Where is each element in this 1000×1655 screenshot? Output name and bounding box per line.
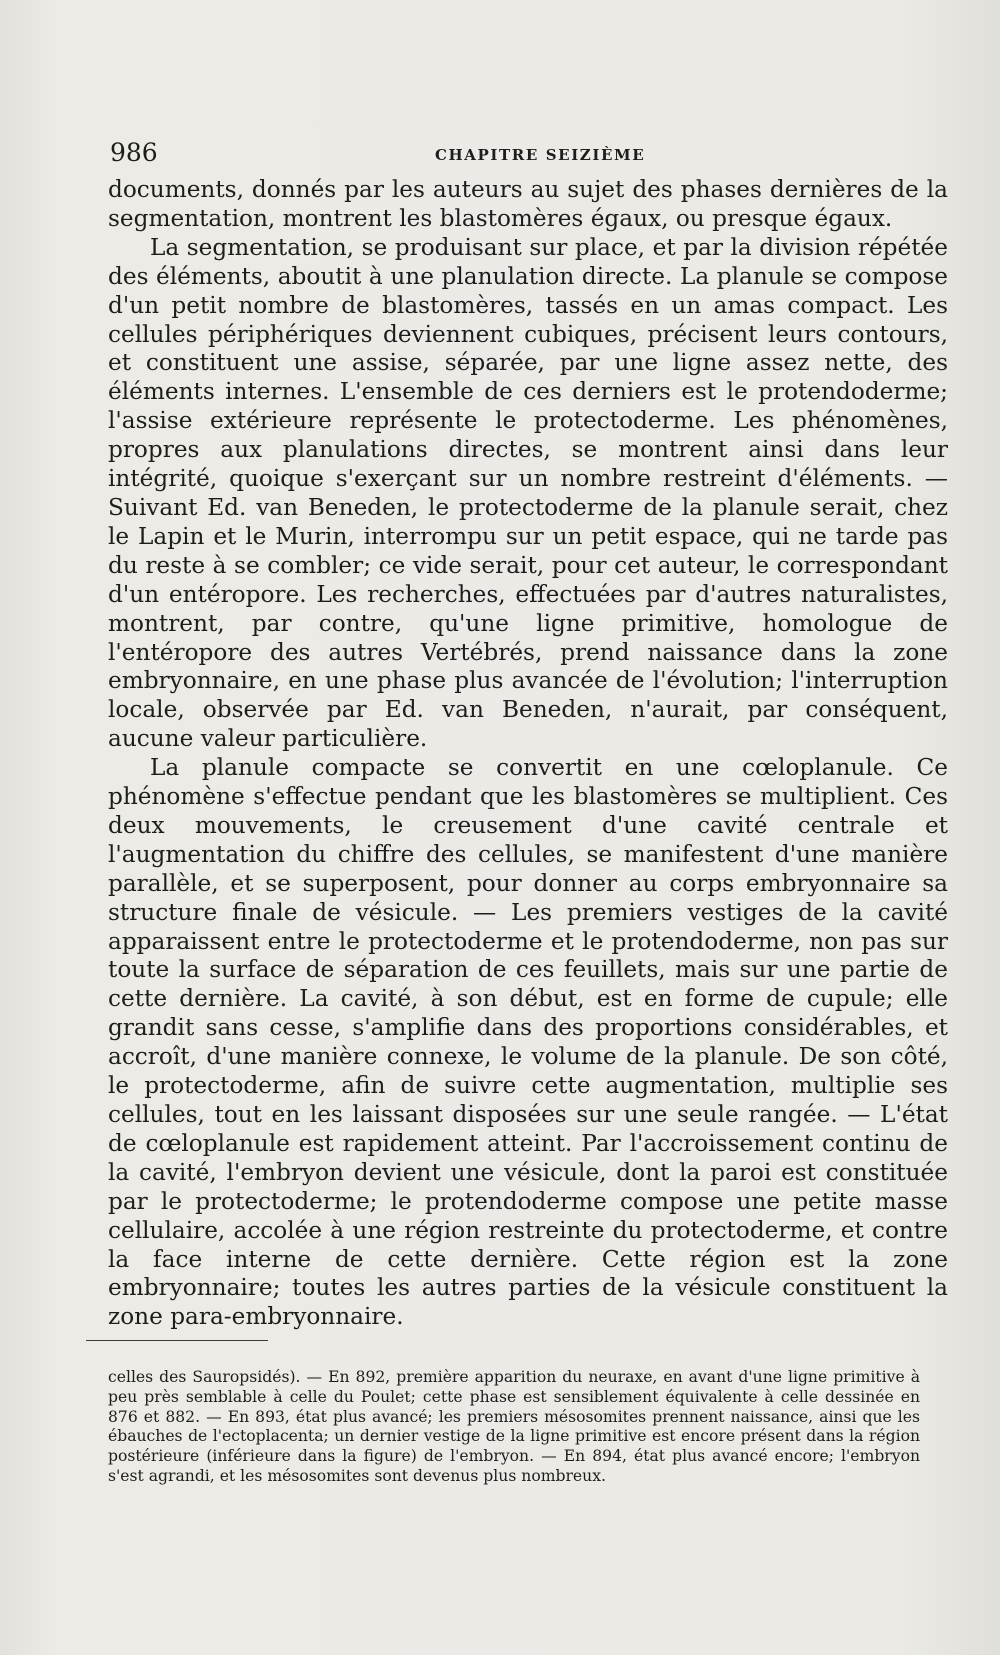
footnote (108, 1368, 920, 1487)
page-header (110, 138, 945, 172)
paragraph: La segmentation, se produisant sur place, et par la division répétée des éléments, aboutit à une planulation directe. La planule se compose d'un petit nombre de blastomères, tassés en un amas compact. Les cellules périphériques deviennent cubiques, précisent leurs contours, et constituent une assise, séparée, par une ligne assez nette, des éléments internes. L'ensemble de ces derniers est le protendoderme; l'assise extérieure représente le protectoderme. Les phénomènes, propres aux planulations directes, se montrent ainsi dans leur intégrité, quoique s'exerçant sur un nombre restreint d'éléments. — Suivant Ed. van Beneden, le protectoderme de la planule serait, chez le Lapin et le Murin, interrompu sur un petit espace, qui ne tarde pas du reste à se combler; ce vide serait, pour cet auteur, le correspondant d'un entéropore. Les recherches, effectuées par d'autres naturalistes, montrent, par contre, qu'une ligne primitive, homologue de l'entéropore des autres Vertébrés, prend naissance dans la zone embryonnaire, en une phase plus avancée de l'évolution; l'interruption locale, observée par Ed. van Beneden, n'aurait, par conséquent, aucune valeur particulière. (108, 233, 948, 753)
footnote-text: celles des Sauropsidés). — En 892, première apparition du neuraxe, en avant d'une ligne primitive à peu près semblable à celle du Poulet; cette phase est sensiblement équivalente à celle dessinée en 876 et 882. — En 893, état plus avancé; les premiers mésosomites prennent naissance, ainsi que les ébauches de l'ectoplacenta; un dernier vestige de la ligne primitive est encore présent dans la région postérieure (inférieure dans la figure) de l'embryon. — En 894, état plus avancé encore; l'embryon s'est agrandi, et les mésosomites sont devenus plus nombreux. (108, 1368, 920, 1485)
page-number: 986 (110, 138, 158, 167)
paragraph: La planule compacte se convertit en une cœloplanule. Ce phénomène s'effectue pendant que les blastomères se multiplient. Ces deux mouvements, le creusement d'une cavité centrale et l'augmentation du chiffre des cellules, se manifestent d'une manière parallèle, et se superposent, pour donner au corps embryonnaire sa structure finale de vésicule. — Les premiers vestiges de la cavité apparaissent entre le protectoderme et le protendoderme, non pas sur toute la surface de séparation de ces feuillets, mais sur une partie de cette dernière. La cavité, à son début, est en forme de cupule; elle grandit sans cesse, s'amplifie dans des proportions considérables, et accroît, d'une manière connexe, le volume de la planule. De son côté, le protectoderme, afin de suivre cette augmentation, multiplie ses cellules, tout en les laissant disposées sur une seule rangée. — L'état de cœloplanule est rapidement atteint. Par l'accroissement continu de la cavité, l'embryon devient une vésicule, dont la paroi est constituée par le protectoderme; le protendoderme compose une petite masse cellulaire, accolée à une région restreinte du protectoderme, et contre la face interne de cette dernière. Cette région est la zone embryonnaire; toutes les autres parties de la vésicule constituent la zone para-embryonnaire. (108, 754, 948, 1331)
running-head: CHAPITRE SEIZIÈME (435, 146, 646, 164)
main-text (108, 176, 948, 1332)
footnote-divider (86, 1340, 268, 1341)
paragraph-continuation: documents, donnés par les auteurs au sujet des phases dernières de la segmentation, montrent les blastomères égaux, ou presque égaux. (108, 176, 948, 232)
